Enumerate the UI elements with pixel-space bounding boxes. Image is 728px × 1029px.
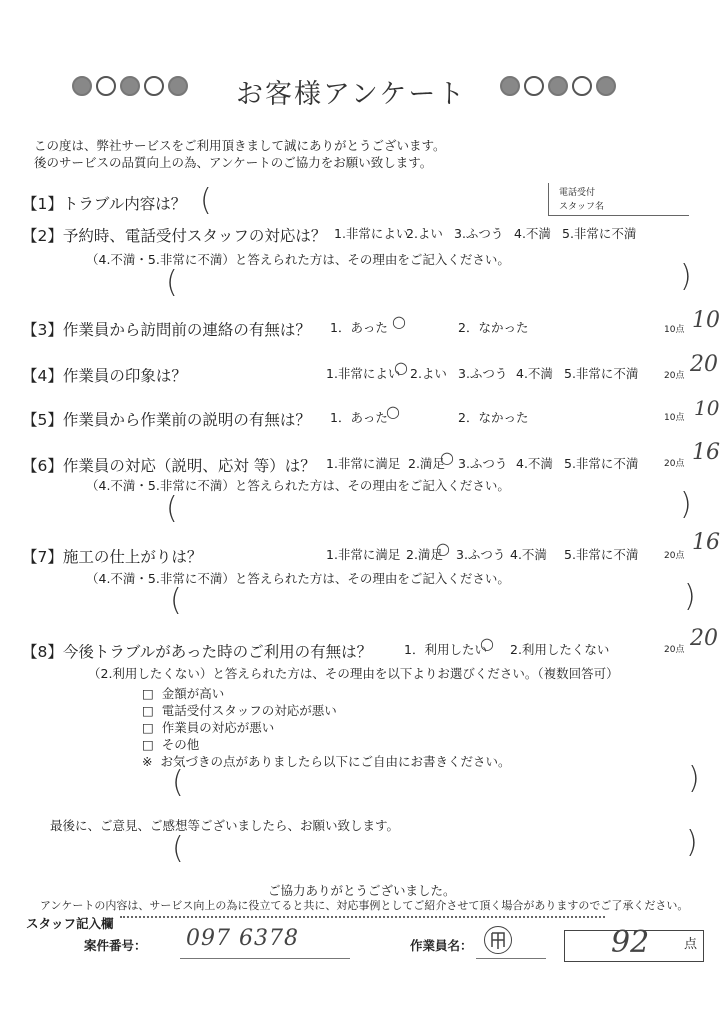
q2-label: 【2】予約時、電話受付スタッフの対応は？ [22, 227, 327, 245]
q8-points: 20点 [664, 645, 685, 655]
checkbox-icon[interactable]: □ [142, 720, 154, 735]
q3-option-1[interactable]: 1．あった [330, 320, 388, 335]
bracket-close: ) [688, 761, 700, 796]
checkbox-icon[interactable]: □ [142, 686, 154, 701]
q8-score: 20 [690, 626, 718, 651]
staff-fill-label: スタッフ記入欄 [26, 916, 114, 931]
q8-free-note [142, 752, 510, 770]
underline [180, 958, 350, 959]
q4-option-3[interactable]: 3.ふつう [458, 366, 508, 381]
score-unit: 点 [683, 937, 697, 952]
circle-icon [524, 76, 544, 96]
q5-points: 10点 [664, 413, 685, 423]
filled-circle-icon [168, 76, 188, 96]
q8-check-2[interactable] [142, 701, 337, 719]
q8-check-1[interactable] [142, 684, 224, 702]
case-number-value[interactable]: 097 6378 [186, 926, 299, 951]
bracket-close: ) [680, 259, 692, 294]
page-title: お客様アンケート [236, 79, 467, 110]
q7-score: 16 [692, 530, 720, 555]
q6-option-4[interactable]: 4.不満 [516, 456, 553, 471]
q7-option-3[interactable]: 3.ふつう [456, 547, 506, 562]
q8-mark: ○ [480, 634, 494, 653]
filled-circle-icon [548, 76, 568, 96]
q5-score: 10 [694, 396, 720, 420]
q8-check-4-label: その他 [161, 737, 200, 752]
q6-label: 【6】作業員の対応（説明、応対 等）は？ [22, 457, 316, 475]
q3-points: 10点 [664, 325, 685, 335]
q7-note: （4.不満・5.非常に不満）と答えられた方は、その理由をご記入ください。 [86, 571, 510, 586]
staff-box-line2: スタッフ名 [559, 202, 605, 212]
filled-circle-icon [120, 76, 140, 96]
q3-option-2[interactable]: 2．なかった [458, 320, 529, 335]
q4-label: 【4】作業員の印象は？ [22, 367, 187, 385]
q3-mark: ○ [392, 312, 406, 331]
q2-option-5[interactable]: 5.非常に不満 [562, 226, 637, 241]
thanks: ご協力ありがとうございました。 [268, 883, 456, 898]
bracket-open: ( [170, 583, 182, 618]
underline [476, 958, 546, 959]
q4-option-1[interactable]: 1.非常によい [326, 366, 401, 381]
q4-option-5[interactable]: 5.非常に不満 [564, 366, 639, 381]
q8-label: 【8】今後トラブルがあった時のご利用の有無は？ [22, 643, 373, 661]
q8-check-3[interactable] [142, 718, 274, 736]
q6-score: 16 [692, 440, 720, 465]
filled-circle-icon [596, 76, 616, 96]
intro-line-1: この度は、弊社サービスをご利用頂きまして誠にありがとうございます。 [34, 138, 446, 153]
staff-box-line1: 電話受付 [559, 188, 596, 198]
bracket-open: ( [166, 491, 178, 526]
q5-mark: ○ [386, 402, 400, 421]
q6-option-2[interactable]: 2.満足 [408, 456, 445, 471]
q4-option-2[interactable]: 2.よい [410, 366, 447, 381]
header-dots-left [72, 76, 188, 96]
q8-option-2[interactable]: 2.利用したくない [510, 642, 610, 657]
q7-option-2[interactable]: 2.満足 [406, 547, 443, 562]
q3-score: 10 [692, 308, 720, 333]
circle-icon [572, 76, 592, 96]
final-comment-label: 最後に、ご意見、ご感想等ございましたら、お願い致します。 [50, 818, 400, 833]
q1-label: 【1】トラブル内容は？ [22, 195, 187, 213]
q6-note: （4.不満・5.非常に不満）と答えられた方は、その理由をご記入ください。 [86, 478, 510, 493]
worker-seal-stamp [484, 926, 512, 954]
q7-label: 【7】施工の仕上がりは？ [22, 548, 203, 566]
q2-option-3[interactable]: 3.ふつう [454, 226, 504, 241]
filled-circle-icon [72, 76, 92, 96]
q4-mark: ○ [394, 358, 408, 377]
q8-note: （2.利用したくない）と答えられた方は、その理由を以下よりお選びください。（複数回答可） [88, 666, 619, 681]
q4-points: 20点 [664, 371, 685, 381]
q5-option-2[interactable]: 2．なかった [458, 410, 529, 425]
bracket-close: ) [680, 487, 692, 522]
q5-label: 【5】作業員から作業前の説明の有無は？ [22, 411, 311, 429]
q7-option-1[interactable]: 1.非常に満足 [326, 547, 401, 562]
dotted-divider [120, 916, 605, 918]
q7-mark: ○ [436, 539, 450, 558]
q2-option-2[interactable]: 2.よい [406, 226, 443, 241]
bracket-open: ( [172, 831, 184, 866]
q8-free-label: お気づきの点がありましたら以下にご自由にお書きください。 [160, 754, 511, 769]
staff-name-box [548, 183, 689, 216]
q2-option-1[interactable]: 1.非常によい [334, 226, 409, 241]
q8-check-3-label: 作業員の対応が悪い [161, 720, 275, 735]
q8-option-1[interactable]: 1．利用したい [404, 642, 487, 657]
q8-check-2-label: 電話受付スタッフの対応が悪い [161, 703, 337, 718]
filled-circle-icon [500, 76, 520, 96]
intro-line-2: 後のサービスの品質向上の為、アンケートのご協力をお願い致します。 [34, 155, 433, 170]
q8-check-4[interactable] [142, 735, 199, 753]
q3-label: 【3】作業員から訪問前の連絡の有無は？ [22, 321, 311, 339]
bracket-open: ( [172, 765, 184, 800]
q7-option-4[interactable]: 4.不満 [510, 547, 547, 562]
seal-glyph-icon [485, 927, 511, 953]
worker-name-label: 作業員名： [410, 938, 473, 953]
checkbox-icon[interactable]: □ [142, 737, 154, 752]
q6-mark: ○ [440, 448, 454, 467]
case-number-label: 案件番号： [84, 938, 147, 953]
score-box[interactable] [564, 925, 704, 962]
q2-note: （4.不満・5.非常に不満）と答えられた方は、その理由をご記入ください。 [86, 252, 510, 267]
q4-option-4[interactable]: 4.不満 [516, 366, 553, 381]
circle-icon [96, 76, 116, 96]
checkbox-icon[interactable]: □ [142, 703, 154, 718]
q6-option-5[interactable]: 5.非常に不満 [564, 456, 639, 471]
bracket-open: ( [166, 265, 178, 300]
q4-score: 20 [690, 352, 718, 377]
q5-option-1[interactable]: 1．あった [330, 410, 388, 425]
q2-option-4[interactable]: 4.不満 [514, 226, 551, 241]
note-mark-icon: ※ [142, 754, 153, 769]
q6-option-1[interactable]: 1.非常に満足 [326, 456, 401, 471]
bracket-open: ( [200, 183, 212, 218]
q6-option-3[interactable]: 3.ふつう [458, 456, 508, 471]
circle-icon [144, 76, 164, 96]
disclaimer: アンケートの内容は、サービス向上の為に役立てると共に、対応事例としてご紹介させて頂く場合がありますのでご了承ください。 [40, 899, 689, 912]
header-dots-right [500, 76, 616, 96]
bracket-close: ) [686, 825, 698, 860]
bracket-close: ) [684, 579, 696, 614]
q7-option-5[interactable]: 5.非常に不満 [564, 547, 639, 562]
q8-check-1-label: 金額が高い [161, 686, 225, 701]
q7-points: 20点 [664, 551, 685, 561]
q6-points: 20点 [664, 459, 685, 469]
total-score: 92 [611, 925, 650, 960]
